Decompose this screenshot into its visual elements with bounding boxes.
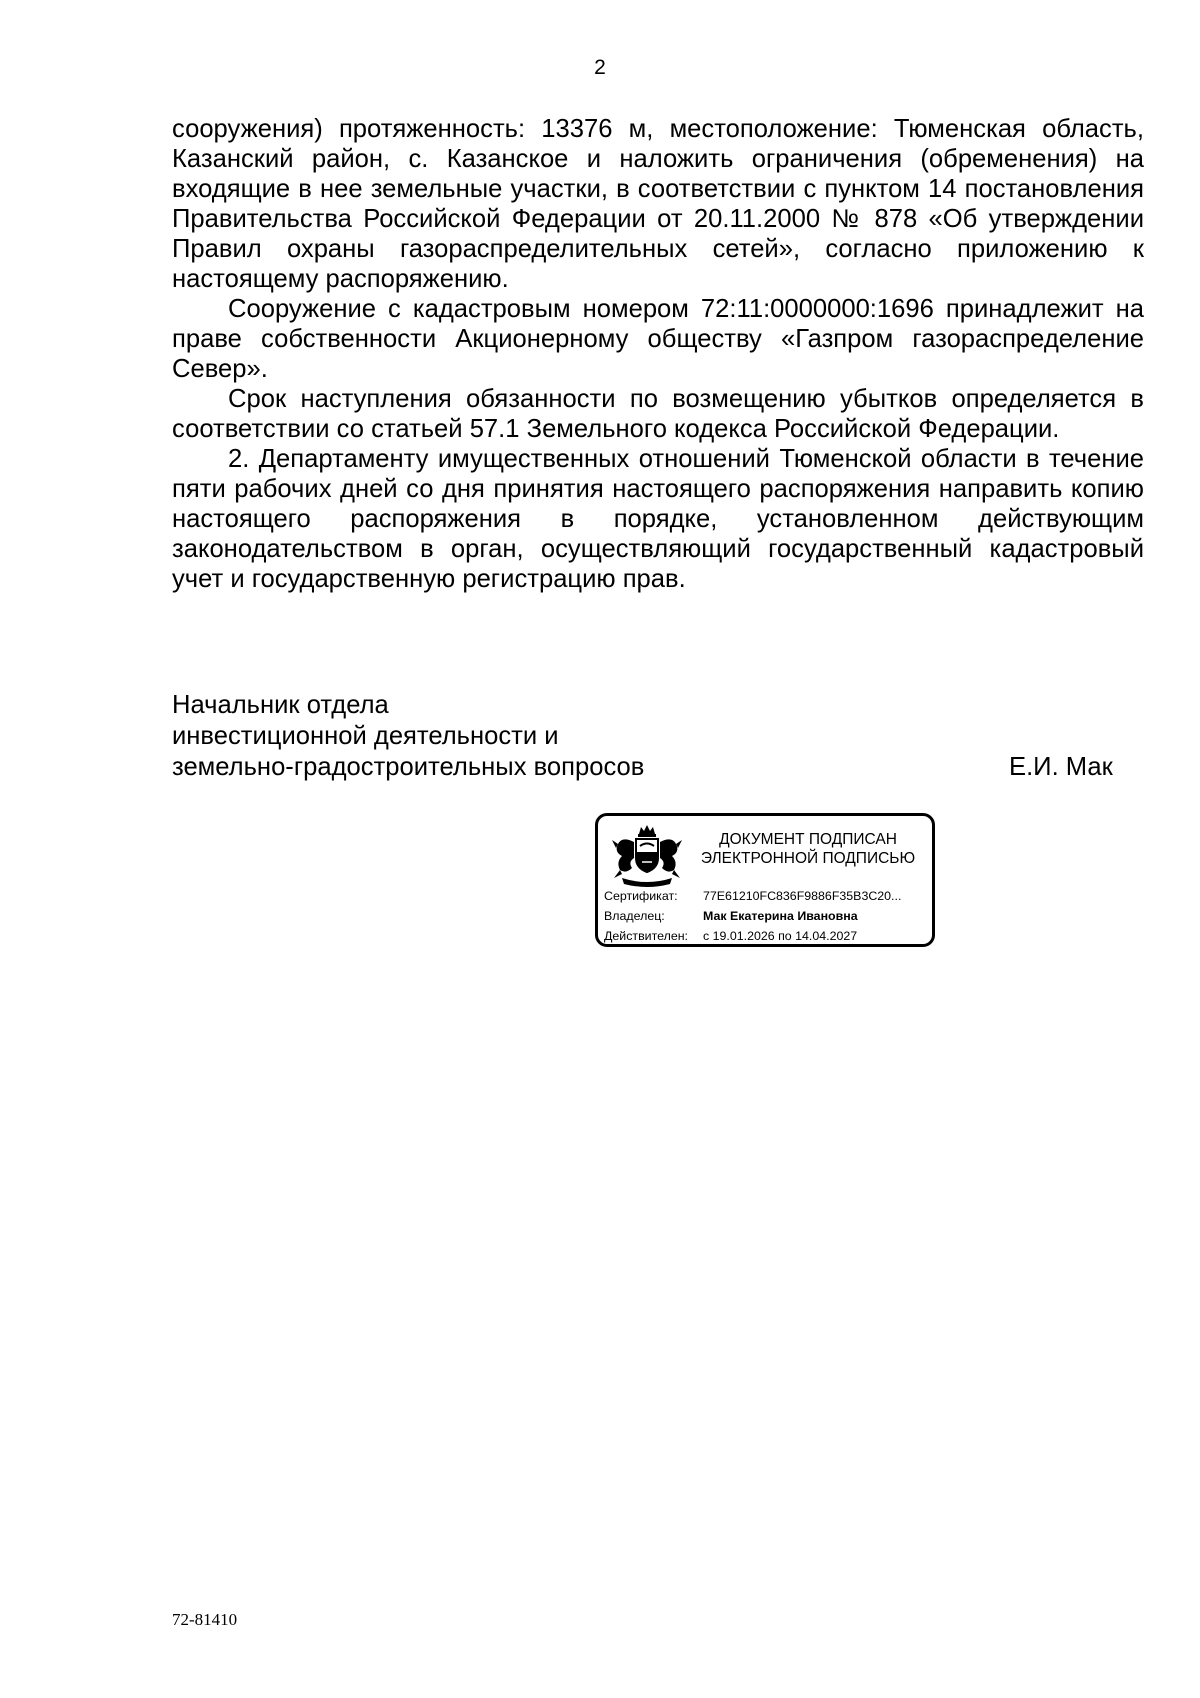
stamp-title-line: ДОКУМЕНТ ПОДПИСАН [719, 831, 897, 848]
document-body [172, 114, 1144, 594]
paragraph-continuation: сооружения) протяженность: 13376 м, местоположение: Тюменская область, Казанский район, с. Казанское и наложить ограничения (обременения) на входящие в нее земельные участки, в соответствии с пунктом 14 постановления Правительства Российской Федерации от 20.11.2000 № 878 «Об утверждении Правил охраны газораспределительных сетей», согласно приложению к настоящему распоряжению. [172, 115, 1144, 293]
certificate-label: Сертификат: [604, 889, 678, 903]
certificate-row [604, 886, 934, 906]
stamp-details [604, 886, 934, 946]
signer-position-line: земельно-градостроительных вопросов [172, 753, 645, 781]
paragraph-compensation: Срок наступления обязанности по возмещению убытков определяется в соответствии со статьей 57.1 Земельного кодекса Российской Федерации. [172, 385, 1144, 443]
stamp-title [693, 830, 923, 868]
validity-label: Действителен: [604, 929, 688, 943]
tyumen-coat-of-arms-icon [608, 822, 686, 890]
signer-position-line: Начальник отдела [172, 691, 389, 719]
signer-position [172, 690, 644, 783]
paragraph-item-2: 2. Департаменту имущественных отношений Тюменской области в течение пяти рабочих дней со дня принятия настоящего распоряжения направить копию настоящего распоряжения в порядке, установленном действующим законодательством в орган, осуществляющий государственный кадастровый учет и государственную регистрацию прав. [172, 445, 1144, 593]
document-code: 72-81410 [172, 1610, 238, 1629]
validity-value: с 19.01.2026 по 14.04.2027 [703, 929, 858, 943]
owner-row [604, 906, 934, 926]
owner-value: Мак Екатерина Ивановна [703, 909, 858, 923]
certificate-value: 77E61210FC836F9886F35B3C20... [703, 889, 902, 903]
signer-position-line: инвестиционной деятельности и [172, 722, 559, 750]
signer-name: Е.И. Мак [1009, 753, 1113, 781]
paragraph-ownership: Сооружение с кадастровым номером 72:11:0000000:1696 принадлежит на праве собственности Акционерному обществу «Газпром газораспределение Север». [172, 295, 1144, 383]
stamp-title-line: ЭЛЕКТРОННОЙ ПОДПИСЬЮ [700, 850, 916, 867]
owner-label: Владелец: [604, 909, 665, 923]
page-number: 2 [594, 56, 606, 79]
electronic-signature-stamp [595, 813, 935, 947]
validity-row [604, 926, 934, 946]
